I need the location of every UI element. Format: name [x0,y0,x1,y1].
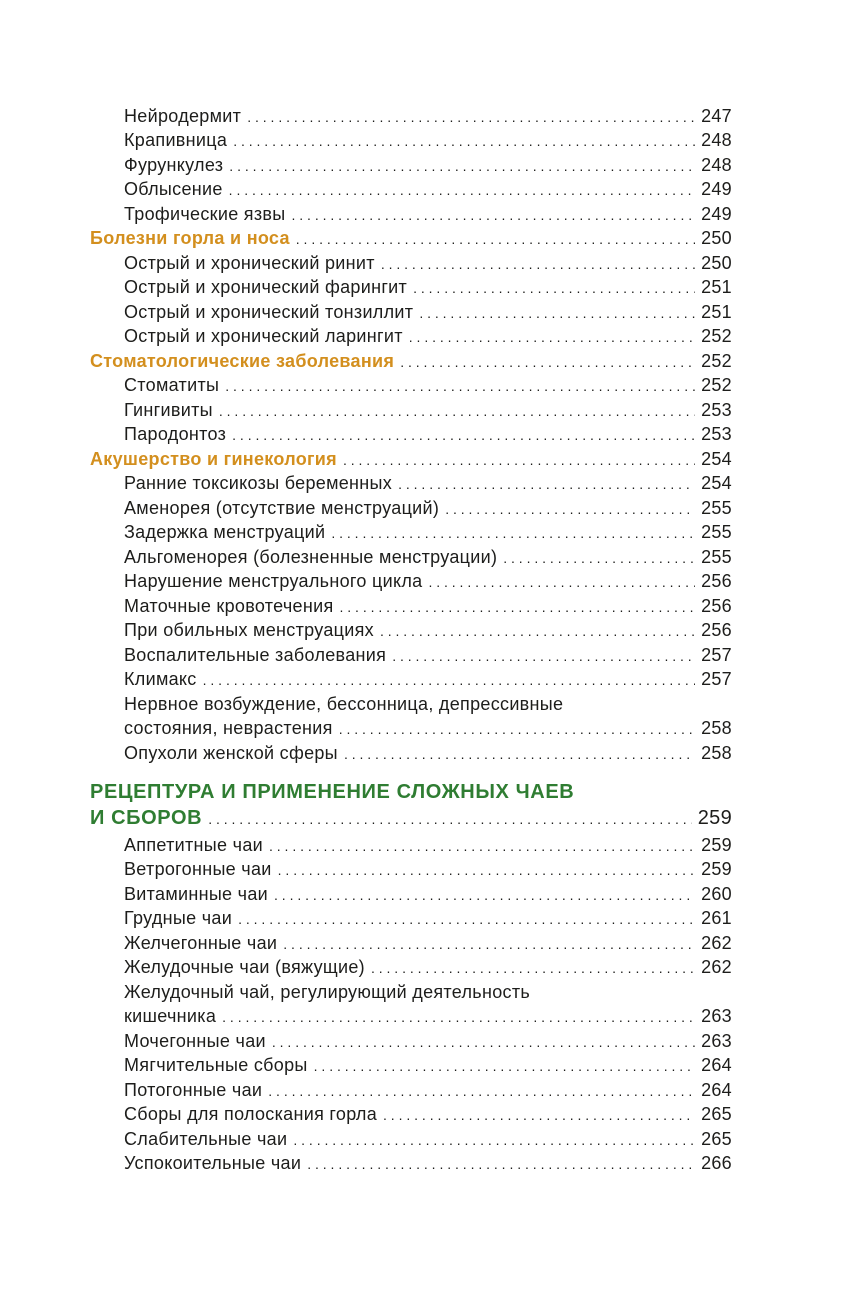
page-number: 264 [701,1080,732,1100]
toc-entry[interactable]: Аппетитные чаи . . . 259 [124,833,732,858]
leader-dots [380,618,695,643]
toc-entry-line1[interactable]: Нервное возбуждение, бессонница, депрессивные [124,694,564,714]
toc-entry[interactable]: Пародонтоз . . . 253 [124,422,732,447]
page-number: 256 [701,596,732,616]
leader-dots [371,955,695,980]
toc-section-heading[interactable]: Акушерство и гинекология . . . 254 [90,447,732,472]
toc-entry[interactable]: Успокоительные чаи . . . 266 [124,1151,732,1176]
page-number: 252 [701,375,732,395]
toc-entry[interactable]: Стоматиты . . . 252 [124,373,732,398]
leader-dots [268,1078,695,1103]
page-number: 248 [701,155,732,175]
page-number: 259 [701,835,732,855]
toc-entry[interactable]: Острый и хронический ринит . . . 250 [124,251,732,276]
toc-entry[interactable]: Крапивница . . . 248 [124,128,732,153]
page-number: 266 [701,1153,732,1173]
leader-dots [413,275,695,300]
toc-section-heading[interactable]: Болезни горла и носа . . . 250 [90,226,732,251]
leader-dots [283,931,695,956]
toc-entry[interactable]: Облысение . . . 249 [124,177,732,202]
leader-dots [269,833,695,858]
leader-dots [400,349,695,374]
toc-entry[interactable]: Климакс . . . 257 [124,667,732,692]
leader-dots [398,471,695,496]
toc-section-heading[interactable]: Стоматологические заболевания . . . 252 [90,349,732,374]
page-number: 259 [701,859,732,879]
toc-entry[interactable]: Острый и хронический тонзиллит . . . 251 [124,300,732,325]
page-number: 254 [701,473,732,493]
page-number: 255 [701,547,732,567]
toc-entry[interactable]: Острый и хронический ларингит . . . 252 [124,324,732,349]
leader-dots [381,251,695,276]
toc-entry[interactable]: Ранние токсикозы беременных . . . 254 [124,471,732,496]
page-number: 255 [701,498,732,518]
toc-entry[interactable]: Грудные чаи . . . 261 [124,906,732,931]
page-number: 248 [701,130,732,150]
toc-entry[interactable]: Мочегонные чаи . . . 263 [124,1029,732,1054]
leader-dots [419,300,695,325]
toc-entry[interactable]: Потогонные чаи . . . 264 [124,1078,732,1103]
toc-entry[interactable]: Мягчительные сборы . . . 264 [124,1053,732,1078]
page-number: 264 [701,1055,732,1075]
leader-dots [233,128,695,153]
page-number: 260 [701,884,732,904]
toc-entry[interactable]: Воспалительные заболевания . . . 257 [124,643,732,668]
leader-dots [225,373,695,398]
page-number: 251 [701,302,732,322]
page-number: 253 [701,424,732,444]
toc-entry-line1[interactable]: Желудочный чай, регулирующий деятельность [124,982,531,1002]
leader-dots [331,520,695,545]
toc-entry[interactable]: Гингивиты . . . 253 [124,398,732,423]
chapter-heading[interactable]: И СБОРОВ . . . 259 [90,806,732,831]
page-number: 254 [701,449,732,469]
toc-entry[interactable]: Нарушение менструального цикла . . . 256 [124,569,732,594]
leader-dots [503,545,695,570]
toc-entry[interactable]: Аменорея (отсутствие менструаций) . . . 255 [124,496,732,521]
leader-dots [293,1127,695,1152]
page-number: 252 [701,326,732,346]
toc-entry[interactable]: Желчегонные чаи . . . 262 [124,931,732,956]
leader-dots [409,324,695,349]
page-number: 253 [701,400,732,420]
toc-entry[interactable]: кишечника . . . 263 [124,1004,732,1029]
page-number: 255 [701,522,732,542]
page-number: 251 [701,277,732,297]
page-number: 258 [701,743,732,763]
leader-dots [392,643,695,668]
leader-dots [292,202,696,227]
toc-entry[interactable]: Маточные кровотечения . . . 256 [124,594,732,619]
page-number: 265 [701,1129,732,1149]
toc-entry[interactable]: Острый и хронический фарингит . . . 251 [124,275,732,300]
leader-dots [344,741,695,766]
toc-entry[interactable]: Сборы для полоскания горла . . . 265 [124,1102,732,1127]
leader-dots [445,496,695,521]
leader-dots [383,1102,695,1127]
leader-dots [428,569,695,594]
leader-dots [222,1004,695,1029]
page-number: 261 [701,908,732,928]
page-number: 250 [701,253,732,273]
chapter-heading-line1[interactable]: РЕЦЕПТУРА И ПРИМЕНЕНИЕ СЛОЖНЫХ ЧАЕВ [90,781,575,803]
page-number: 262 [701,957,732,977]
leader-dots [208,806,692,831]
leader-dots [343,447,695,472]
toc-entry[interactable]: При обильных менструациях . . . 256 [124,618,732,643]
leader-dots [229,153,695,178]
toc-entry[interactable]: Фурункулез . . . 248 [124,153,732,178]
leader-dots [219,398,695,423]
page-number: 256 [701,571,732,591]
leader-dots [247,104,695,129]
page-number: 265 [701,1104,732,1124]
page-number: 256 [701,620,732,640]
toc-entry[interactable]: состояния, неврастения . . . 258 [124,716,732,741]
toc-entry[interactable]: Задержка менструаций . . . 255 [124,520,732,545]
leader-dots [339,716,695,741]
toc-entry[interactable]: Опухоли женской сферы . . . 258 [124,741,732,766]
toc-entry[interactable]: Ветрогонные чаи . . . 259 [124,857,732,882]
page-number: 259 [697,807,732,829]
toc-entry[interactable]: Витаминные чаи . . . 260 [124,882,732,907]
toc-entry[interactable]: Нейродермит . . . 247 [124,104,732,129]
leader-dots [229,177,695,202]
toc-entry[interactable]: Альгоменорея (болезненные менструации) . . . 255 [124,545,732,570]
toc-entry[interactable]: Слабительные чаи . . . 265 [124,1127,732,1152]
page-number: 263 [701,1031,732,1051]
leader-dots [203,667,695,692]
toc-entry[interactable]: Желудочные чаи (вяжущие) . . . 262 [124,955,732,980]
leader-dots [314,1053,695,1078]
leader-dots [278,857,695,882]
leader-dots [274,882,695,907]
page-number: 250 [701,228,732,248]
leader-dots [296,226,695,251]
toc-entry[interactable]: Трофические язвы . . . 249 [124,202,732,227]
page-number: 258 [701,718,732,738]
page-number: 249 [701,179,732,199]
leader-dots [232,422,695,447]
leader-dots [307,1151,695,1176]
leader-dots [272,1029,695,1054]
leader-dots [238,906,695,931]
page-number: 249 [701,204,732,224]
page-number: 257 [701,645,732,665]
page-number: 247 [701,106,732,126]
page-number: 252 [701,351,732,371]
leader-dots [340,594,696,619]
page-number: 263 [701,1006,732,1026]
page-number: 257 [701,669,732,689]
page-number: 262 [701,933,732,953]
